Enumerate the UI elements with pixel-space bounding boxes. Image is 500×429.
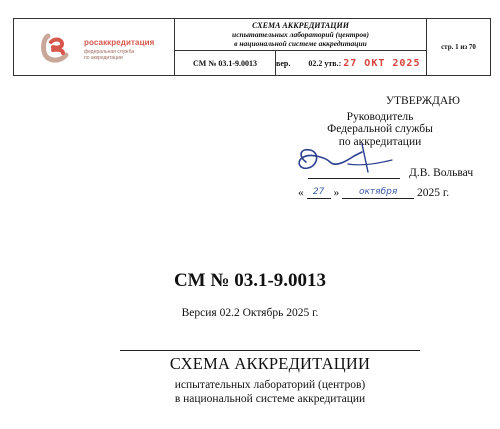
approval-position-line1: Руководитель: [346, 110, 414, 123]
version-number: 02.2: [308, 58, 323, 68]
header-title-line2: испытательных лабораторий (центров): [232, 30, 369, 40]
date-open-quote: «: [298, 187, 304, 199]
title-divider: [120, 350, 420, 351]
header-title: СХЕМА АККРЕДИТАЦИИ: [252, 21, 349, 31]
scheme-subtitle: [0, 378, 500, 406]
logo-name: росаккредитация: [84, 38, 155, 47]
approval-position-line3: по аккредитации: [338, 135, 422, 148]
logo-subtitle: [84, 49, 134, 61]
scheme-subtitle-line2: в национальной системе аккредитации: [174, 393, 366, 405]
date-month-field: [342, 185, 414, 199]
scheme-subtitle-line1: испытательных лабораторий (центров): [174, 379, 366, 391]
logo-cell: [14, 19, 175, 76]
signature-line: [308, 178, 400, 179]
approval-position-line2: Федеральной службы: [327, 123, 433, 135]
header-doc-number: СМ № 03.1-9.0013: [175, 51, 276, 76]
signatory-name: Д.В. Вольвач: [409, 167, 474, 179]
header-table: [13, 18, 491, 76]
approval-date: [298, 185, 449, 199]
date-close-quote: »: [333, 187, 340, 199]
approval-heading: УТВЕРЖДАЮ: [385, 95, 460, 107]
header-title-cell: [175, 19, 427, 51]
date-day-field: [307, 185, 331, 199]
scheme-title: СХЕМА АККРЕДИТАЦИИ: [169, 354, 371, 373]
document-number: СМ № 03.1-9.0013: [173, 270, 327, 291]
logo-subtitle-line1: федеральная служба: [84, 49, 135, 55]
page-info: стр. 1 из 70: [427, 19, 491, 76]
date-year: 2025 г.: [417, 187, 450, 199]
version-label: вер.: [276, 58, 291, 68]
header-version-cell: [276, 51, 427, 76]
rosaccreditation-logo-icon: [40, 31, 72, 63]
header-title-line3: в национальной системе аккредитации: [234, 39, 367, 49]
approved-label: утв.:: [324, 58, 342, 68]
date-month-handwritten: октября: [358, 187, 398, 197]
handwritten-signature-icon: [288, 140, 408, 188]
date-day-handwritten: 27: [312, 187, 325, 197]
approved-date-stamp: 27 ОКТ 2025: [343, 57, 421, 69]
version-line: Версия 02.2 Октябрь 2025 г.: [181, 307, 319, 319]
logo-subtitle-line2: по аккредитации: [84, 55, 123, 61]
